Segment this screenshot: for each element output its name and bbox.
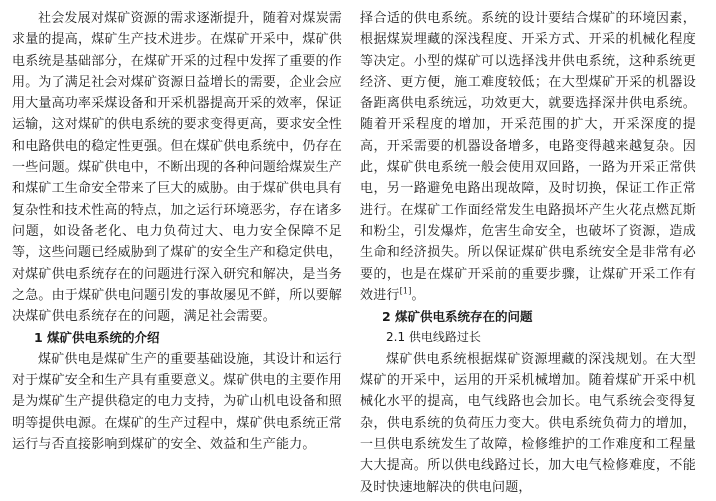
section-1-paragraph: 煤矿供电是煤矿生产的重要基础设施，其设计和运行对于煤矿安全和生产具有重要意义。煤矿供电的主要作用是为煤矿生产提供稳定的电力支持，为矿山机电设备和照明等提供电源。在煤矿的生产过程中，煤矿供电系统正常运行与否直接影响到煤矿的安全、效益和生产能力。 [12, 351, 343, 452]
citation-ref: [1] [399, 286, 412, 296]
section-1-heading: 1 煤矿供电系统的介绍 [34, 330, 160, 346]
continued-text: 择合适的供电系统。系统的设计要结合煤矿的环境因素，根据煤炭埋藏的深浅程度、开采方式、开采的机械化程度等决定。小型的煤矿可以选择浅井供电系统，这种系统更经济、更方便，施工难度较低；在大型煤矿开采的机器设备距离供电系统远，功效更大，就要选择深井供电系统。随着开采程度的增加，开采范围的扩大，开采深度的提高，开采需要的机器设备增多，电路变得越来越复杂。因此，煤矿供电系统一般会使用双回路，一路为开采正常供电，另一路避免电路出现故障，及时切换，保证工作正常进行。在煤矿工作面经常发生电路损坏产生火花点燃瓦斯和粉尘，引发爆炸，危害生命安全，也破坏了资源，造成生命和经济损失。所以保证煤矿供电系统安全是非常有必要的，也是在煤矿开采前的重要步骤，让煤矿开采工作有效进行 [360, 11, 696, 303]
section-2-1-heading: 2.1 供电线路过长 [386, 330, 481, 345]
continued-text-end: 。 [411, 287, 425, 303]
section-1-continued-paragraph [360, 8, 696, 306]
left-column [12, 8, 342, 455]
intro-paragraph: 社会发展对煤矿资源的需求逐渐提升，随着对煤炭需求量的提高，煤矿生产技术进步。在煤矿开采中，煤矿供电系统是基础部分，在煤矿开采的过程中发挥了重要的作用。为了满足社会对煤矿资源日益增长的需要，企业会应用大量高功率采煤设备和开采机器提高开采的效率，保证运输，这对煤矿的供电系统的要求变得更高，要求安全性和电路供电的稳定性更强。但在煤矿供电系统中，仍存在一些问题。煤矿供电中，不断出现的各种问题给煤炭生产和煤矿工生命安全带来了巨大的威胁。由于煤矿供电具有复杂性和技术性高的特点，加之运行环境恶劣，存在诸多问题，如设备老化、电力负荷过大、电力安全保障不足等，这些问题已经威胁到了煤矿的安全生产和稳定供电，对煤矿供电系统存在的问题进行深入研究和解决，是当务之急。由于煤矿供电问题引发的事故屡见不鲜，所以要解决煤矿供电系统存在的问题，满足社会需要。 [12, 11, 343, 325]
right-column [360, 8, 696, 498]
section-2-1-paragraph: 煤矿供电系统根据煤矿资源埋藏的深浅规划。在大型煤矿的开采中，运用的开采机械增加。随着煤矿开采中机械化水平的提高，电气线路也会加长。电气系统会变得复杂，供电系统的负荷压力变大。供电系统负荷力的增加，一旦供电系统发生了故障，检修维护的工作难度和工程量大大提高。所以供电线路过长，加大电气检修难度，不能及时快速地解决的供电问题， [360, 351, 696, 495]
section-2-heading: 2 煤矿供电系统存在的问题 [382, 309, 533, 325]
